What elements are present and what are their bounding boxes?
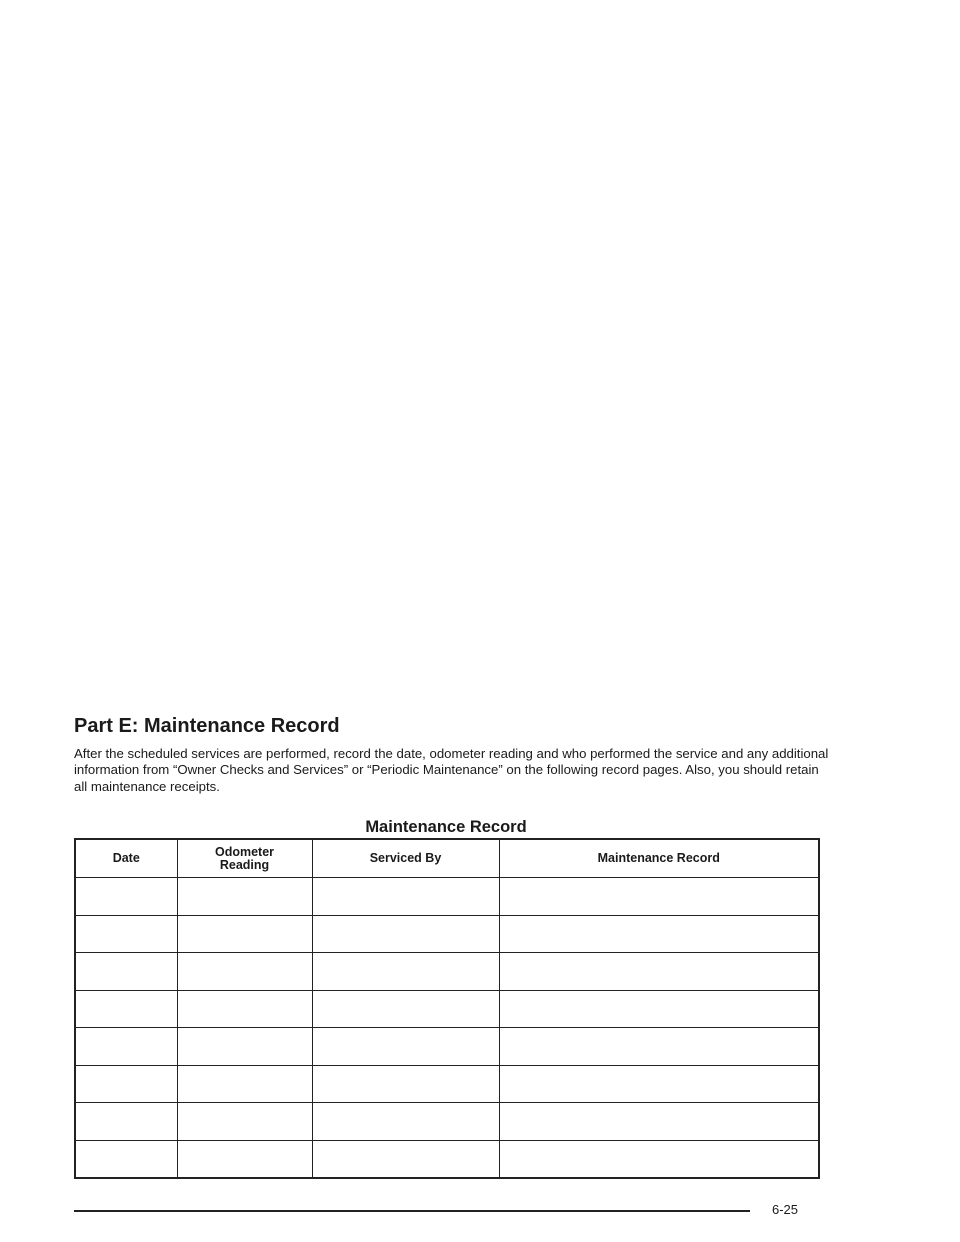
odometer-cell [177, 878, 312, 916]
maintenance-record-cell [499, 1140, 819, 1178]
odometer-cell [177, 1140, 312, 1178]
column-header-label: Maintenance Record [597, 851, 720, 865]
table-row [75, 1103, 819, 1141]
serviced-by-cell [312, 1065, 499, 1103]
column-header-label: Date [112, 851, 140, 865]
maintenance-record-cell [499, 1065, 819, 1103]
maintenance-record-table [74, 838, 820, 1179]
table-header-row [75, 839, 819, 878]
serviced-by-cell [312, 990, 499, 1028]
date-cell [75, 990, 177, 1028]
date-cell [75, 1065, 177, 1103]
maintenance-record-cell [499, 953, 819, 991]
table-row [75, 878, 819, 916]
section-title: Part E: Maintenance Record [74, 715, 340, 737]
serviced-by-cell [312, 878, 499, 916]
maintenance-record-cell [499, 1028, 819, 1066]
date-cell [75, 953, 177, 991]
column-header-date [75, 839, 177, 878]
intro-paragraph: After the scheduled services are performed, record the date, odometer reading and who performed the service and any additional information from “Owner Checks and Services” or “Periodic Maintenance” on the following record pages. Also, you should retain all maintenance receipts. [74, 746, 829, 794]
column-header-maintenance-record [499, 839, 819, 878]
page-number: 6-25 [772, 1202, 799, 1217]
table-row [75, 953, 819, 991]
table-row [75, 1028, 819, 1066]
column-header-label: Serviced By [369, 851, 442, 865]
date-cell [75, 1140, 177, 1178]
table-row [75, 990, 819, 1028]
date-cell [75, 1103, 177, 1141]
serviced-by-cell [312, 1140, 499, 1178]
table-title: Maintenance Record [365, 818, 527, 836]
odometer-cell [177, 1028, 312, 1066]
date-cell [75, 1028, 177, 1066]
maintenance-record-cell [499, 990, 819, 1028]
serviced-by-cell [312, 915, 499, 953]
table-row [75, 1065, 819, 1103]
column-header-label: Odometer [214, 844, 275, 859]
maintenance-record-cell [499, 1103, 819, 1141]
column-header-odometer-reading [177, 839, 312, 878]
maintenance-record-cell [499, 878, 819, 916]
date-cell [75, 878, 177, 916]
odometer-cell [177, 1103, 312, 1141]
maintenance-record-cell [499, 915, 819, 953]
odometer-cell [177, 915, 312, 953]
odometer-cell [177, 1065, 312, 1103]
column-header-label-line2: Reading [219, 857, 270, 872]
footer-rule [74, 1210, 750, 1212]
serviced-by-cell [312, 953, 499, 991]
table-row [75, 915, 819, 953]
odometer-cell [177, 953, 312, 991]
serviced-by-cell [312, 1028, 499, 1066]
date-cell [75, 915, 177, 953]
column-header-serviced-by [312, 839, 499, 878]
serviced-by-cell [312, 1103, 499, 1141]
odometer-cell [177, 990, 312, 1028]
table-row [75, 1140, 819, 1178]
